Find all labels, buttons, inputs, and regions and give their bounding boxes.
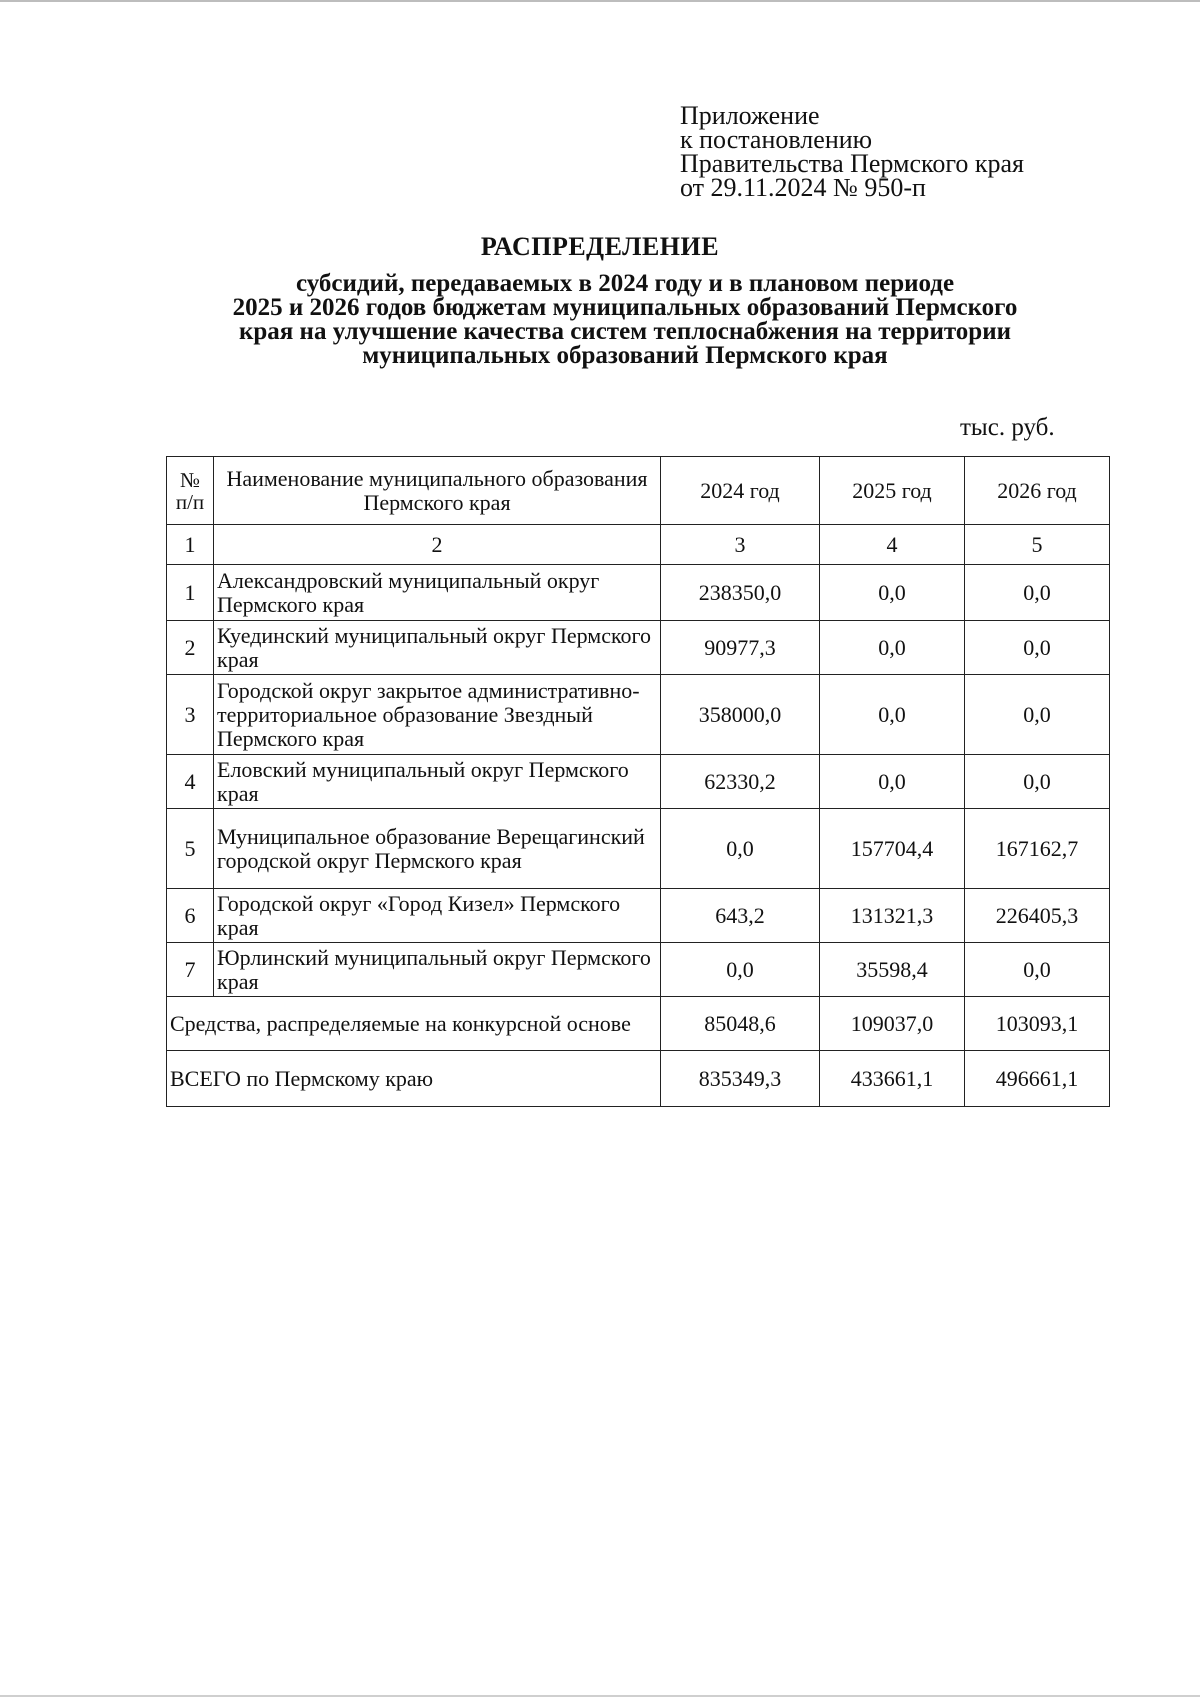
row-name: Юрлинский муниципальный округ Пермского края xyxy=(214,943,661,997)
column-numbers-row xyxy=(167,525,1110,565)
row-num: 6 xyxy=(167,889,214,943)
row-name: Александровский муниципальный округ Пермского края xyxy=(214,565,661,621)
competitive-funds-label: Средства, распределяемые на конкурсной основе xyxy=(167,997,661,1051)
row-num: 7 xyxy=(167,943,214,997)
table-row xyxy=(167,675,1110,755)
header-name: Наименование муниципального образования Пермского края xyxy=(214,457,661,525)
total-2025: 433661,1 xyxy=(820,1051,965,1107)
scan-bottom-edge xyxy=(0,1687,1200,1697)
col-number-3: 3 xyxy=(661,525,820,565)
row-2026: 0,0 xyxy=(965,565,1110,621)
total-2024: 835349,3 xyxy=(661,1051,820,1107)
document-subtitle xyxy=(130,272,1120,368)
table-header-row xyxy=(167,457,1110,525)
appendix-line-4: от 29.11.2024 № 950-п xyxy=(680,173,926,202)
col-number-5: 5 xyxy=(965,525,1110,565)
table-row xyxy=(167,565,1110,621)
row-num: 1 xyxy=(167,565,214,621)
subtitle-line-4: муниципальных образований Пермского края xyxy=(362,342,888,369)
row-2026: 0,0 xyxy=(965,755,1110,809)
table-row xyxy=(167,943,1110,997)
row-name: Городской округ закрытое административно-территориальное образование Звездный Пермского края xyxy=(214,675,661,755)
subtitle-line-2: 2025 и 2026 годов бюджетам муниципальных образований Пермского xyxy=(232,294,1018,321)
total-label: ВСЕГО по Пермскому краю xyxy=(167,1051,661,1107)
header-2024: 2024 год xyxy=(661,457,820,525)
row-2026: 226405,3 xyxy=(965,889,1110,943)
row-2026: 0,0 xyxy=(965,943,1110,997)
row-2026: 0,0 xyxy=(965,621,1110,675)
competitive-2025: 109037,0 xyxy=(820,997,965,1051)
appendix-line-1: Приложение xyxy=(680,101,820,130)
competitive-2026: 103093,1 xyxy=(965,997,1110,1051)
row-2025: 35598,4 xyxy=(820,943,965,997)
row-2025: 0,0 xyxy=(820,675,965,755)
row-num: 4 xyxy=(167,755,214,809)
row-name: Городской округ «Город Кизел» Пермского края xyxy=(214,889,661,943)
scan-top-edge xyxy=(0,0,1200,16)
row-2024: 90977,3 xyxy=(661,621,820,675)
row-2025: 131321,3 xyxy=(820,889,965,943)
row-2025: 0,0 xyxy=(820,621,965,675)
row-2024: 238350,0 xyxy=(661,565,820,621)
row-2026: 0,0 xyxy=(965,675,1110,755)
row-name: Еловский муниципальный округ Пермского края xyxy=(214,755,661,809)
subtitle-line-1: субсидий, передаваемых в 2024 году и в плановом периоде xyxy=(295,270,955,297)
col-number-4: 4 xyxy=(820,525,965,565)
row-2024: 0,0 xyxy=(661,943,820,997)
table-row xyxy=(167,755,1110,809)
row-2024: 358000,0 xyxy=(661,675,820,755)
document-title: РАСПРЕДЕЛЕНИЕ xyxy=(480,232,720,261)
row-2025: 0,0 xyxy=(820,565,965,621)
table-row xyxy=(167,809,1110,889)
table-row xyxy=(167,621,1110,675)
row-2025: 157704,4 xyxy=(820,809,965,889)
row-num: 5 xyxy=(167,809,214,889)
row-2024: 643,2 xyxy=(661,889,820,943)
total-2026: 496661,1 xyxy=(965,1051,1110,1107)
row-name: Куединский муниципальный округ Пермского края xyxy=(214,621,661,675)
col-number-2: 2 xyxy=(214,525,661,565)
header-num: № п/п xyxy=(167,457,214,525)
header-2026: 2026 год xyxy=(965,457,1110,525)
competitive-2024: 85048,6 xyxy=(661,997,820,1051)
row-2025: 0,0 xyxy=(820,755,965,809)
subtitle-line-3: края на улучшение качества систем теплоснабжения на территории xyxy=(238,318,1012,345)
header-2025: 2025 год xyxy=(820,457,965,525)
row-name: Муниципальное образование Верещагинский городской округ Пермского края xyxy=(214,809,661,889)
row-2026: 167162,7 xyxy=(965,809,1110,889)
total-row xyxy=(167,1051,1110,1107)
table-row xyxy=(167,889,1110,943)
competitive-funds-row xyxy=(167,997,1110,1051)
col-number-1: 1 xyxy=(167,525,214,565)
appendix-line-3: Правительства Пермского края xyxy=(680,149,1024,178)
row-2024: 0,0 xyxy=(661,809,820,889)
row-num: 2 xyxy=(167,621,214,675)
appendix-line-2: к постановлению xyxy=(680,125,873,154)
row-num: 3 xyxy=(167,675,214,755)
distribution-table xyxy=(166,456,1110,1107)
units-label: тыс. руб. xyxy=(960,414,1055,441)
appendix-block xyxy=(680,101,1024,202)
row-2024: 62330,2 xyxy=(661,755,820,809)
